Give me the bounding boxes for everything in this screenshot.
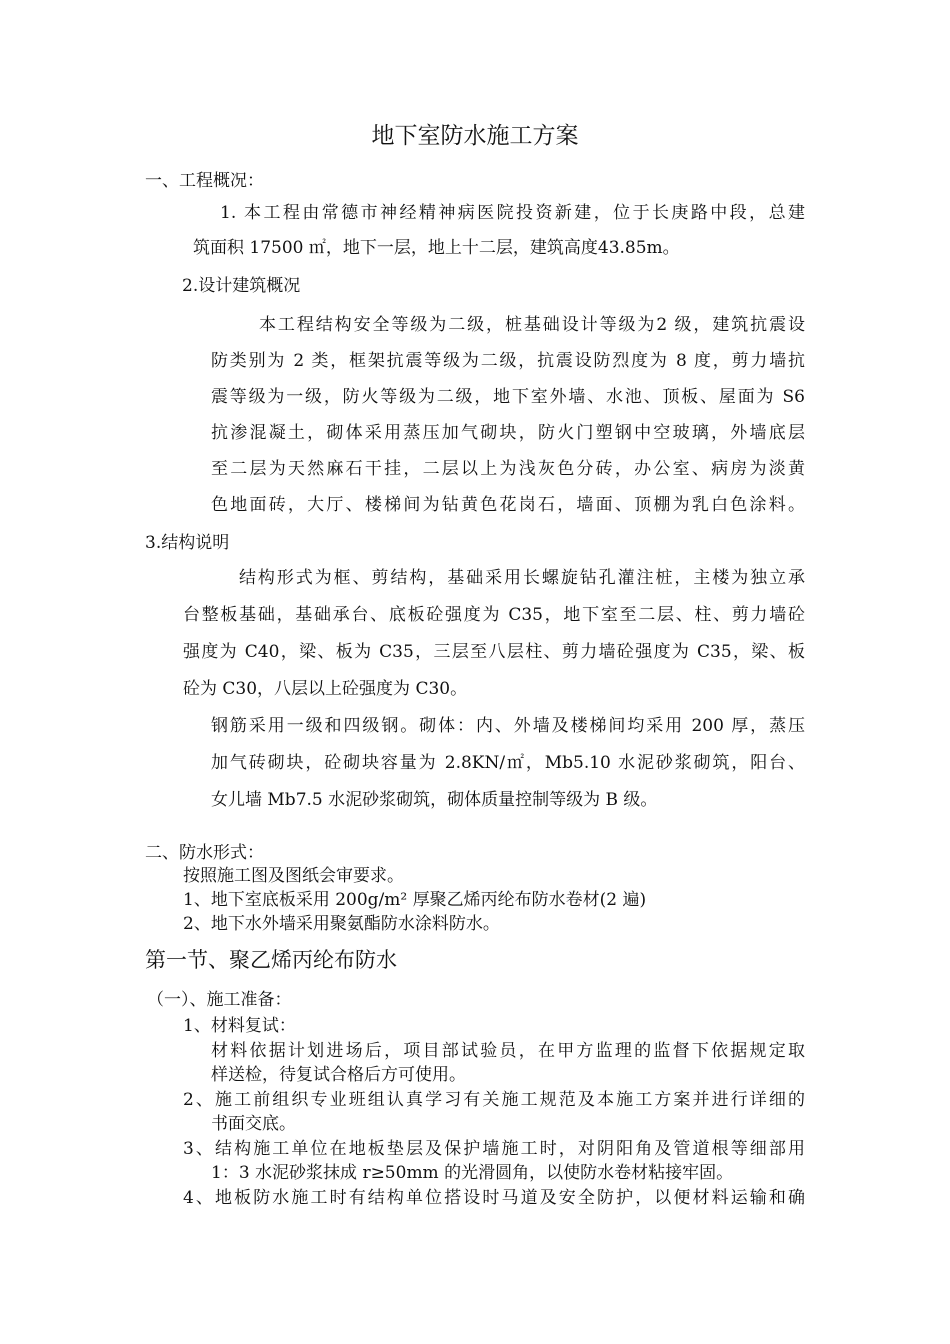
rebar-paragraph-line: 女儿墙 Mb7.5 水泥砂浆砌筑，砌体质量控制等级为 B 级。 [211, 790, 658, 810]
design-paragraph-line: 色地面砖，大厅、楼梯间为钻黄色花岗石，墙面、顶棚为乳白色涂料。 [211, 495, 805, 515]
item-safety-line: 4、地板防水施工时有结构单位搭设时马道及安全防护，以便材料运输和确 [183, 1188, 805, 1208]
item-corner-treatment-line: 1：3 水泥砂浆抹成 r≥50mm 的光滑圆角，以使防水卷材粘接牢固。 [211, 1163, 734, 1183]
rebar-paragraph-line: 加气砖砌块，砼砌块容量为 2.8KN/㎡，Mb5.10 水泥砂浆砌筑，阳台、 [211, 753, 805, 773]
structure-paragraph-line: 砼为 C30，八层以上砼强度为 C30。 [183, 679, 468, 699]
item-material-retest-label: 1、材料复试： [183, 1016, 296, 1036]
section-heading-waterproof-form: 二、防水形式： [145, 843, 264, 863]
item-material-retest-line: 样送检，待复试合格后方可使用。 [211, 1065, 466, 1085]
section-heading-overview: 一、工程概况： [145, 171, 264, 191]
design-paragraph-line: 本工程结构安全等级为二级，桩基础设计等级为2 级，建筑抗震设 [259, 315, 805, 335]
page-title: 地下室防水施工方案 [371, 123, 579, 149]
design-paragraph-line: 震等级为一级，防火等级为二级，地下室外墙、水池、顶板、屋面为 S6 [211, 387, 805, 407]
design-paragraph-line: 至二层为天然麻石干挂，二层以上为浅灰色分砖，办公室、病房为淡黄 [211, 459, 805, 479]
overview-paragraph-line: 1. 本工程由常德市神经精神病医院投资新建，位于长庚路中段，总建 [220, 203, 805, 223]
structure-paragraph-line: 台整板基础，基础承台、底板砼强度为 C35，地下室至二层、柱、剪力墙砼 [183, 605, 805, 625]
subheading-design-overview: 2.设计建筑概况 [182, 276, 301, 296]
item-briefing-line: 书面交底。 [211, 1114, 296, 1134]
rebar-paragraph-line: 钢筋采用一级和四级钢。砌体：内、外墙及楼梯间均采用 200 厚，蒸压 [211, 716, 805, 736]
item-corner-treatment-line: 3、结构施工单位在地板垫层及保护墙施工时，对阴阳角及管道根等细部用 [183, 1139, 805, 1159]
waterproof-form-line: 按照施工图及图纸会审要求。 [183, 866, 404, 886]
design-paragraph-line: 抗渗混凝土，砌体采用蒸压加气砌块，防火门塑钢中空玻璃，外墙底层 [211, 423, 805, 443]
item-briefing-line: 2、施工前组织专业班组认真学习有关施工规范及本施工方案并进行详细的 [183, 1090, 805, 1110]
subheading-preparation: （一）、施工准备： [147, 990, 292, 1010]
structure-paragraph-line: 强度为 C40，梁、板为 C35，三层至八层柱、剪力墙砼强度为 C35，梁、板 [183, 642, 805, 662]
subheading-structure: 3.结构说明 [145, 533, 230, 553]
overview-paragraph-line: 筑面积 17500 ㎡，地下一层，地上十二层，建筑高度43.85m。 [193, 238, 680, 258]
waterproof-form-line: 1、地下室底板采用 200g/m² 厚聚乙烯丙纶布防水卷材(2 遍) [183, 890, 647, 910]
item-material-retest-line: 材料依据计划进场后，项目部试验员，在甲方监理的监督下依据规定取 [211, 1041, 805, 1061]
structure-paragraph-line: 结构形式为框、剪结构，基础采用长螺旋钻孔灌注桩，主楼为独立承 [239, 568, 805, 588]
waterproof-form-line: 2、地下水外墙采用聚氨酯防水涂料防水。 [183, 914, 500, 934]
chapter-heading-pp-fabric: 第一节、聚乙烯丙纶布防水 [145, 948, 397, 972]
design-paragraph-line: 防类别为 2 类，框架抗震等级为二级，抗震设防烈度为 8 度，剪力墙抗 [211, 351, 805, 371]
